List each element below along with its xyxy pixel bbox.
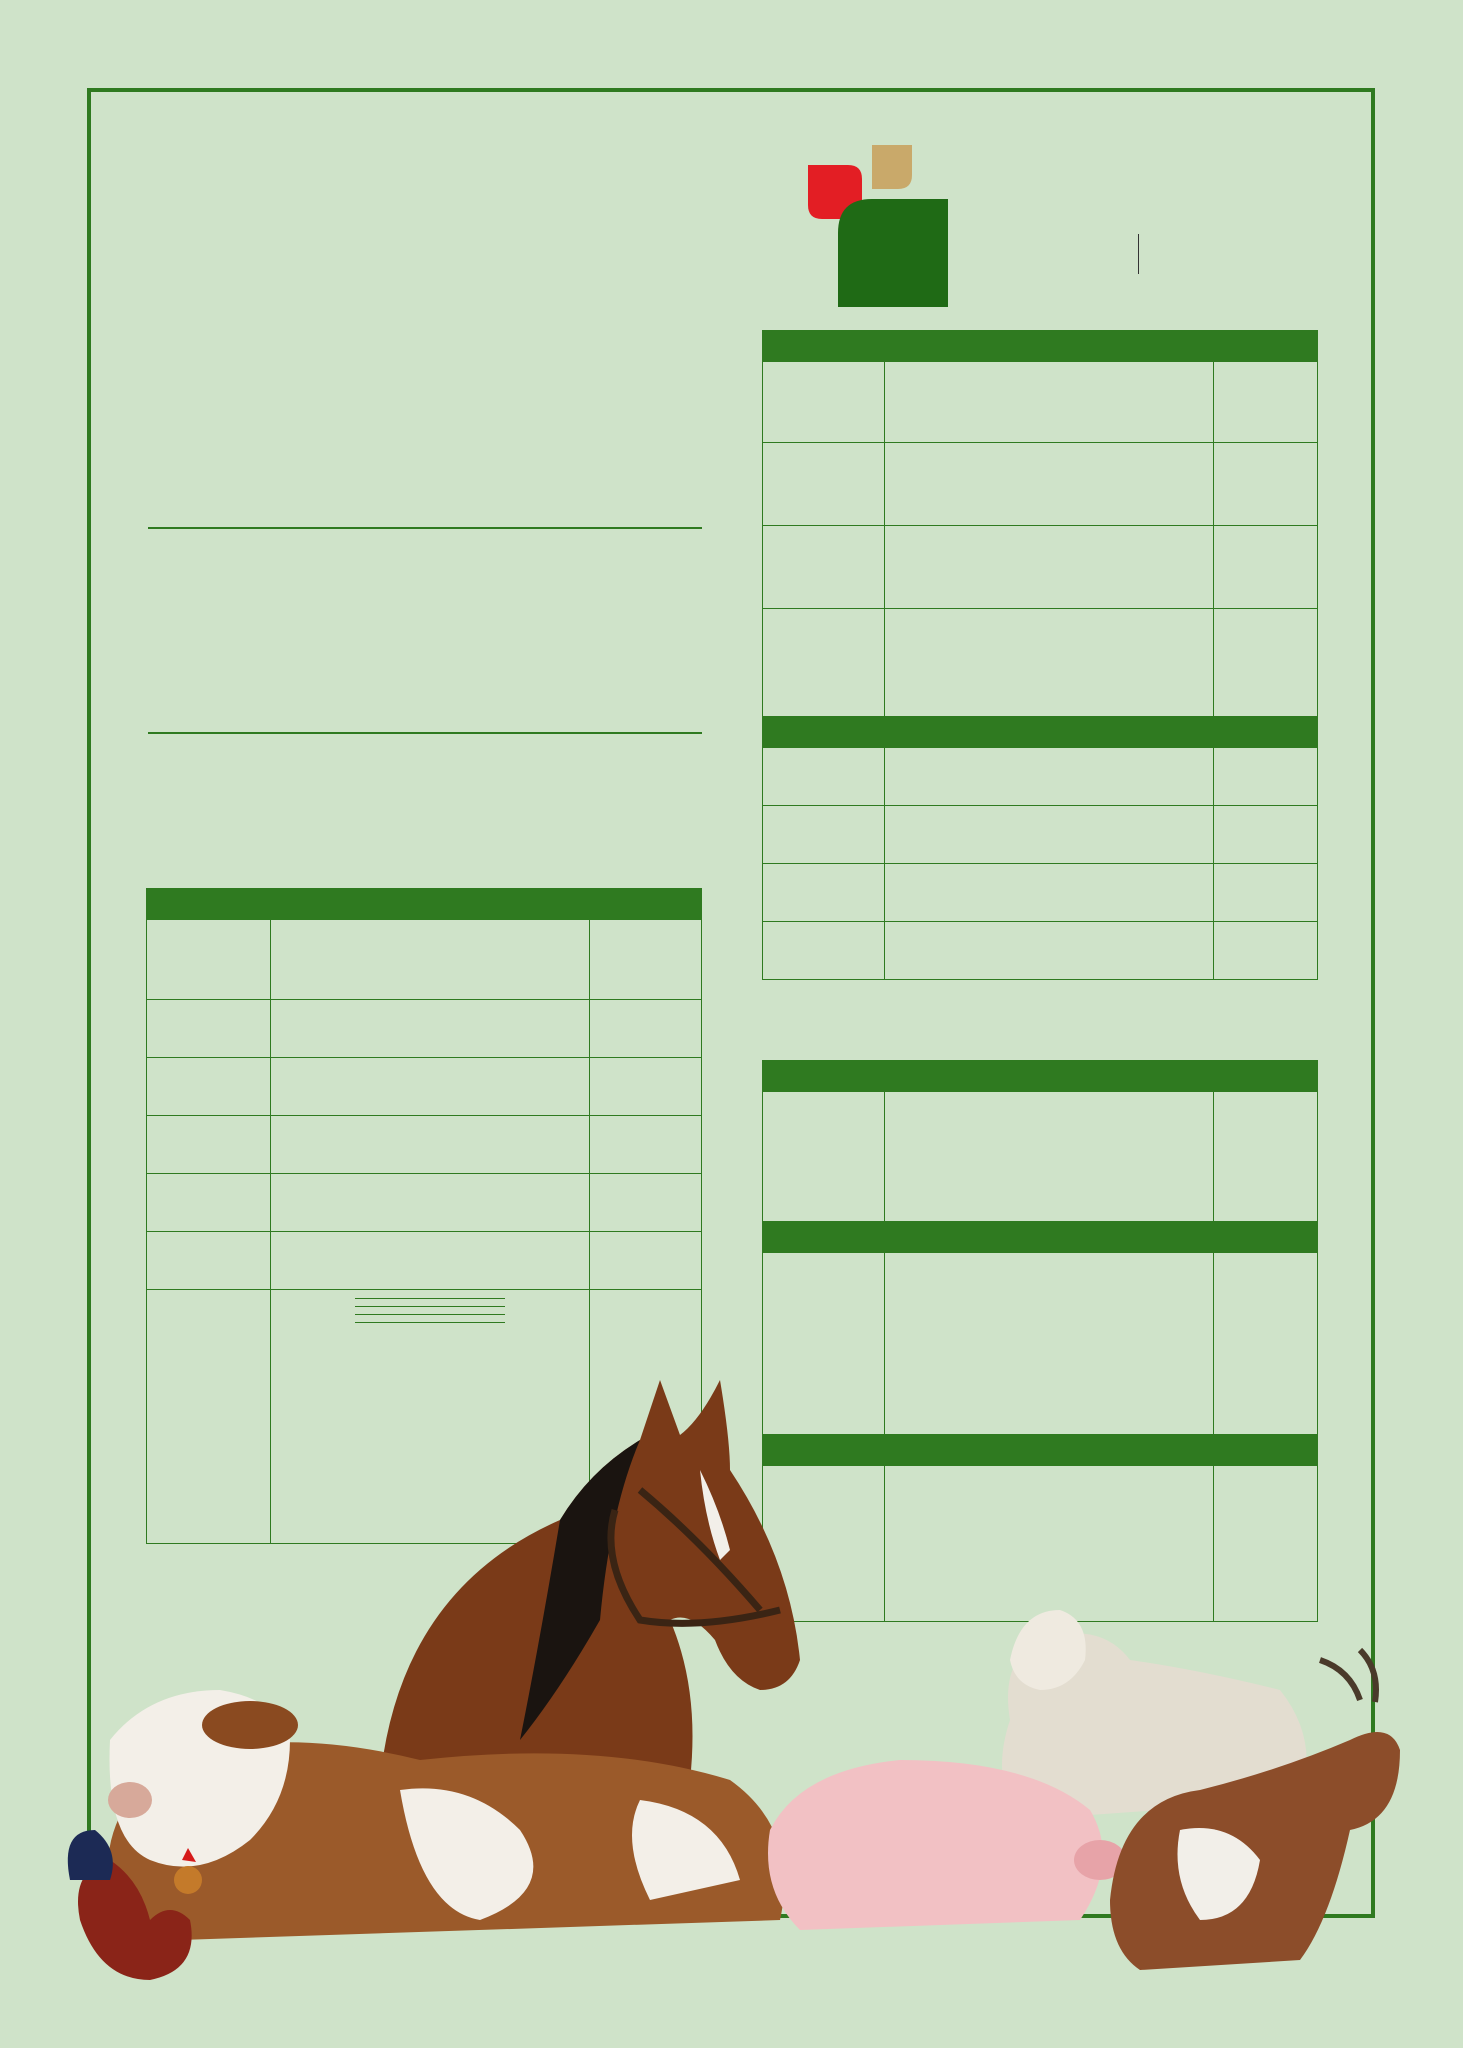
- location-cell: [1214, 806, 1318, 864]
- divider-rule: [148, 732, 702, 734]
- table-row: [147, 1000, 702, 1058]
- horse-sub-session: [355, 1298, 505, 1302]
- logo-separator: [1138, 234, 1139, 274]
- location-cell: [1214, 526, 1318, 609]
- location-cell: [590, 920, 702, 1000]
- time-cell: [147, 1000, 271, 1058]
- location-cell: [1214, 1092, 1318, 1222]
- event-cell: [884, 864, 1213, 922]
- event-cell: [270, 1000, 590, 1058]
- event-cell: [270, 1232, 590, 1290]
- location-cell: [590, 1232, 702, 1290]
- hapih-logo: [800, 143, 950, 308]
- time-cell: [763, 806, 885, 864]
- day-header: [763, 331, 1318, 362]
- horse-icon: [380, 1380, 800, 1780]
- table-row: [763, 609, 1318, 717]
- table-row: [763, 443, 1318, 526]
- dot-pattern-top: [0, 0, 1463, 100]
- horse-sub-session: [355, 1314, 505, 1318]
- time-cell: [763, 362, 885, 443]
- event-cell: [884, 1092, 1213, 1222]
- time-cell: [147, 1174, 271, 1232]
- time-cell: [763, 922, 885, 980]
- time-cell: [763, 748, 885, 806]
- table-row: [763, 806, 1318, 864]
- location-cell: [590, 1174, 702, 1232]
- location-cell: [1214, 748, 1318, 806]
- time-cell: [763, 1092, 885, 1222]
- table-row: [147, 920, 702, 1000]
- location-cell: [1214, 443, 1318, 526]
- event-cell: [270, 920, 590, 1000]
- time-cell: [147, 920, 271, 1000]
- event-cell: [884, 748, 1213, 806]
- table-row: [147, 1058, 702, 1116]
- location-cell: [590, 1116, 702, 1174]
- divider-rule: [148, 527, 702, 529]
- event-cell: [884, 609, 1213, 717]
- event-cell: [884, 526, 1213, 609]
- table-row: [763, 362, 1318, 443]
- horse-sub-session: [355, 1306, 505, 1310]
- farm-animals-illustration: [0, 1360, 1463, 2048]
- weekend-program-table: [762, 330, 1318, 980]
- location-cell: [1214, 864, 1318, 922]
- event-cell: [884, 806, 1213, 864]
- location-cell: [1214, 609, 1318, 717]
- time-cell: [763, 864, 885, 922]
- time-cell: [147, 1058, 271, 1116]
- event-cell: [270, 1058, 590, 1116]
- location-cell: [1214, 922, 1318, 980]
- table-row: [763, 1092, 1318, 1222]
- time-cell: [763, 443, 885, 526]
- time-cell: [147, 1232, 271, 1290]
- event-cell: [884, 443, 1213, 526]
- table-row: [763, 748, 1318, 806]
- day-header: [763, 717, 1318, 748]
- event-cell: [270, 1174, 590, 1232]
- table-row: [147, 1174, 702, 1232]
- time-cell: [763, 526, 885, 609]
- table-row: [147, 1116, 702, 1174]
- day-header: [147, 889, 702, 920]
- location-cell: [590, 1000, 702, 1058]
- event-cell: [884, 922, 1213, 980]
- day-header: [763, 1061, 1318, 1092]
- time-cell: [147, 1116, 271, 1174]
- logo-gold-leaf-icon: [872, 145, 912, 189]
- table-row: [147, 1232, 702, 1290]
- table-row: [763, 864, 1318, 922]
- event-cell: [884, 362, 1213, 443]
- location-cell: [1214, 362, 1318, 443]
- logo-green-leaf-icon: [838, 199, 948, 307]
- day-header: [763, 1222, 1318, 1253]
- location-cell: [590, 1058, 702, 1116]
- time-cell: [763, 609, 885, 717]
- horse-sub-session: [355, 1322, 505, 1326]
- table-row: [763, 922, 1318, 980]
- event-cell: [270, 1116, 590, 1174]
- table-row: [763, 526, 1318, 609]
